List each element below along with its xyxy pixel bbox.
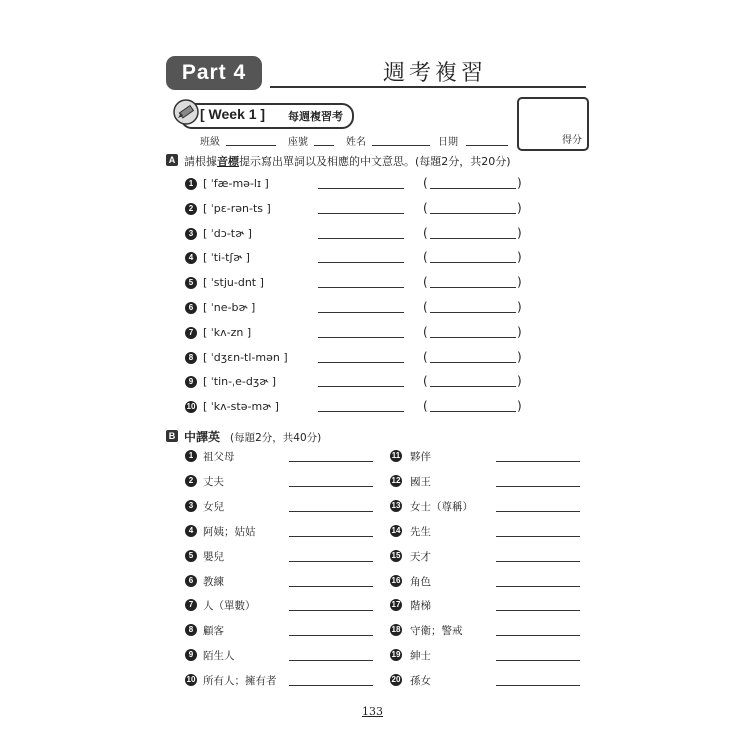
open-paren: (: [423, 324, 428, 339]
part-badge: Part 4: [166, 56, 262, 90]
chinese-word: 顧客: [203, 625, 224, 638]
question-number: 4: [185, 525, 197, 537]
chinese-meaning-field[interactable]: [430, 188, 516, 189]
chinese-word: 丈夫: [203, 475, 224, 488]
question-number: 5: [185, 277, 197, 289]
phonetic-transcription: [ ˈdɔ-tɚ ]: [203, 226, 252, 240]
section-a-badge: A: [166, 154, 178, 166]
chinese-word: 嬰兒: [203, 550, 224, 563]
open-paren: (: [423, 225, 428, 240]
page-title: 週考複習: [382, 61, 487, 86]
english-answer-field[interactable]: [289, 685, 373, 686]
instruction-emphasis: 音標: [217, 155, 239, 168]
phonetic-transcription: [ ˈdʒɛn-tl-mən ]: [203, 350, 288, 364]
question-number: 1: [185, 178, 197, 190]
date-field[interactable]: [466, 145, 508, 146]
question-number: 10: [186, 402, 196, 412]
question-number: 9: [185, 649, 197, 661]
chinese-word: 阿姨；姑姑: [203, 525, 256, 538]
name-label: 姓名: [346, 137, 366, 148]
pencil-icon: [172, 98, 200, 126]
chinese-word: 天才: [410, 550, 431, 563]
chinese-meaning-field[interactable]: [430, 337, 516, 338]
english-answer-field[interactable]: [289, 635, 373, 636]
score-label: 得分: [562, 135, 582, 146]
phonetic-transcription: [ ˈkʌ-zn ]: [203, 325, 252, 339]
close-paren: ): [517, 399, 522, 414]
chinese-word: 夥伴: [410, 451, 431, 463]
seat-label: 座號: [288, 137, 308, 148]
english-answer-field[interactable]: [496, 586, 580, 587]
phonetic-transcription: [ ˈfæ-mə-lɪ ]: [203, 177, 269, 190]
english-answer-field[interactable]: [289, 511, 373, 512]
english-answer-field[interactable]: [318, 262, 404, 263]
close-paren: ): [517, 250, 522, 265]
class-label: 班級: [200, 137, 220, 148]
class-field[interactable]: [226, 145, 276, 146]
english-answer-field[interactable]: [496, 635, 580, 636]
section-b-title: 中譯英: [184, 430, 221, 444]
open-paren: (: [423, 349, 428, 364]
date-label: 日期: [438, 137, 458, 148]
close-paren: ): [517, 176, 522, 190]
name-field[interactable]: [372, 145, 430, 146]
english-answer-field[interactable]: [496, 685, 580, 686]
close-paren: ): [517, 225, 522, 240]
english-answer-field[interactable]: [496, 461, 580, 462]
chinese-word: 祖父母: [203, 451, 235, 463]
chinese-word: 所有人；擁有者: [203, 675, 277, 688]
chinese-meaning-field[interactable]: [430, 411, 516, 412]
english-answer-field[interactable]: [318, 386, 404, 387]
chinese-meaning-field[interactable]: [430, 362, 516, 363]
chinese-meaning-field[interactable]: [430, 213, 516, 214]
question-number: 9: [185, 376, 197, 388]
english-answer-field[interactable]: [318, 238, 404, 239]
chinese-word: 女士（尊稱）: [410, 500, 473, 513]
open-paren: (: [423, 399, 428, 414]
question-number: 7: [185, 599, 197, 611]
english-answer-field[interactable]: [318, 411, 404, 412]
open-paren: (: [423, 200, 428, 215]
close-paren: ): [517, 374, 522, 389]
phonetic-transcription: [ ˈne-bɚ ]: [203, 301, 256, 314]
section-a-instruction: 請根據音標提示寫出單詞以及相應的中文意思。(每題2分，共20分): [184, 155, 511, 168]
chinese-word: 守衛；警戒: [410, 625, 463, 638]
chinese-word: 孫女: [410, 675, 431, 688]
close-paren: ): [517, 300, 522, 314]
question-number: 20: [391, 675, 401, 685]
question-number: 3: [185, 228, 197, 240]
chinese-meaning-field[interactable]: [430, 262, 516, 263]
english-answer-field[interactable]: [289, 561, 373, 562]
close-paren: ): [517, 275, 522, 290]
english-answer-field[interactable]: [289, 461, 373, 462]
question-number: 8: [185, 352, 197, 364]
section-b-badge: B: [166, 430, 178, 442]
chinese-word: 角色: [410, 575, 431, 588]
english-answer-field[interactable]: [496, 536, 580, 537]
week-label: [ Week 1 ]: [200, 106, 266, 122]
question-number: 2: [185, 475, 197, 487]
question-number: 3: [185, 500, 197, 512]
question-number: 2: [185, 203, 197, 215]
question-number: 5: [185, 550, 197, 562]
english-answer-field[interactable]: [318, 188, 404, 189]
english-answer-field[interactable]: [318, 213, 404, 214]
question-number: 4: [185, 252, 197, 264]
chinese-word: 女兒: [203, 500, 224, 513]
english-answer-field[interactable]: [496, 486, 580, 487]
question-number: 11: [391, 451, 401, 460]
close-paren: ): [517, 200, 522, 215]
question-number: 18: [391, 625, 401, 635]
question-number: 15: [391, 550, 401, 560]
open-paren: (: [423, 250, 428, 265]
chinese-word: 陌生人: [203, 650, 235, 663]
question-number: 8: [185, 624, 197, 636]
chinese-word: 國王: [410, 475, 431, 488]
open-paren: (: [423, 275, 428, 290]
question-number: 17: [391, 600, 401, 610]
chinese-meaning-field[interactable]: [430, 312, 516, 313]
question-number: 16: [391, 575, 401, 585]
chinese-word: 紳士: [410, 650, 431, 663]
section-b-points: (每題2分，共40分): [230, 432, 322, 444]
english-answer-field[interactable]: [289, 660, 373, 661]
english-answer-field[interactable]: [289, 586, 373, 587]
chinese-meaning-field[interactable]: [430, 287, 516, 288]
chinese-meaning-field[interactable]: [430, 238, 516, 239]
close-paren: ): [517, 349, 522, 364]
english-answer-field[interactable]: [318, 362, 404, 363]
english-answer-field[interactable]: [496, 610, 580, 611]
seat-field[interactable]: [314, 145, 334, 146]
question-number: 10: [186, 675, 196, 685]
english-answer-field[interactable]: [318, 337, 404, 338]
english-answer-field[interactable]: [496, 660, 580, 661]
chinese-word: 人（單數）: [203, 600, 256, 613]
open-paren: (: [423, 300, 428, 314]
phonetic-transcription: [ ˈpɛ-rən-ts ]: [203, 201, 271, 215]
close-paren: ): [517, 324, 522, 339]
phonetic-transcription: [ ˈtin-ˌe-dʒɚ ]: [203, 375, 277, 389]
english-answer-field[interactable]: [496, 561, 580, 562]
question-number: 6: [185, 575, 197, 587]
phonetic-transcription: [ ˈti-tʃɚ ]: [203, 251, 250, 265]
question-number: 7: [185, 327, 197, 339]
chinese-meaning-field[interactable]: [430, 386, 516, 387]
english-answer-field[interactable]: [289, 536, 373, 537]
phonetic-transcription: [ ˈkʌ-stə-mɚ ]: [203, 400, 279, 414]
english-answer-field[interactable]: [289, 610, 373, 611]
question-number: 14: [391, 525, 401, 535]
chinese-word: 先生: [410, 525, 431, 538]
chinese-word: 教練: [203, 575, 224, 588]
week-subtitle: 每週複習考: [288, 110, 343, 123]
phonetic-transcription: [ ˈstju-dnt ]: [203, 276, 264, 290]
open-paren: (: [423, 176, 428, 190]
page-number: 133: [362, 705, 383, 718]
english-answer-field[interactable]: [318, 287, 404, 288]
open-paren: (: [423, 374, 428, 389]
question-number: 6: [185, 302, 197, 314]
chinese-word: 階梯: [410, 600, 431, 613]
english-answer-field[interactable]: [289, 486, 373, 487]
question-number: 13: [391, 500, 401, 510]
question-number: 12: [391, 475, 401, 485]
question-number: 19: [391, 650, 401, 660]
english-answer-field[interactable]: [318, 312, 404, 313]
english-answer-field[interactable]: [496, 511, 580, 512]
question-number: 1: [185, 450, 197, 462]
